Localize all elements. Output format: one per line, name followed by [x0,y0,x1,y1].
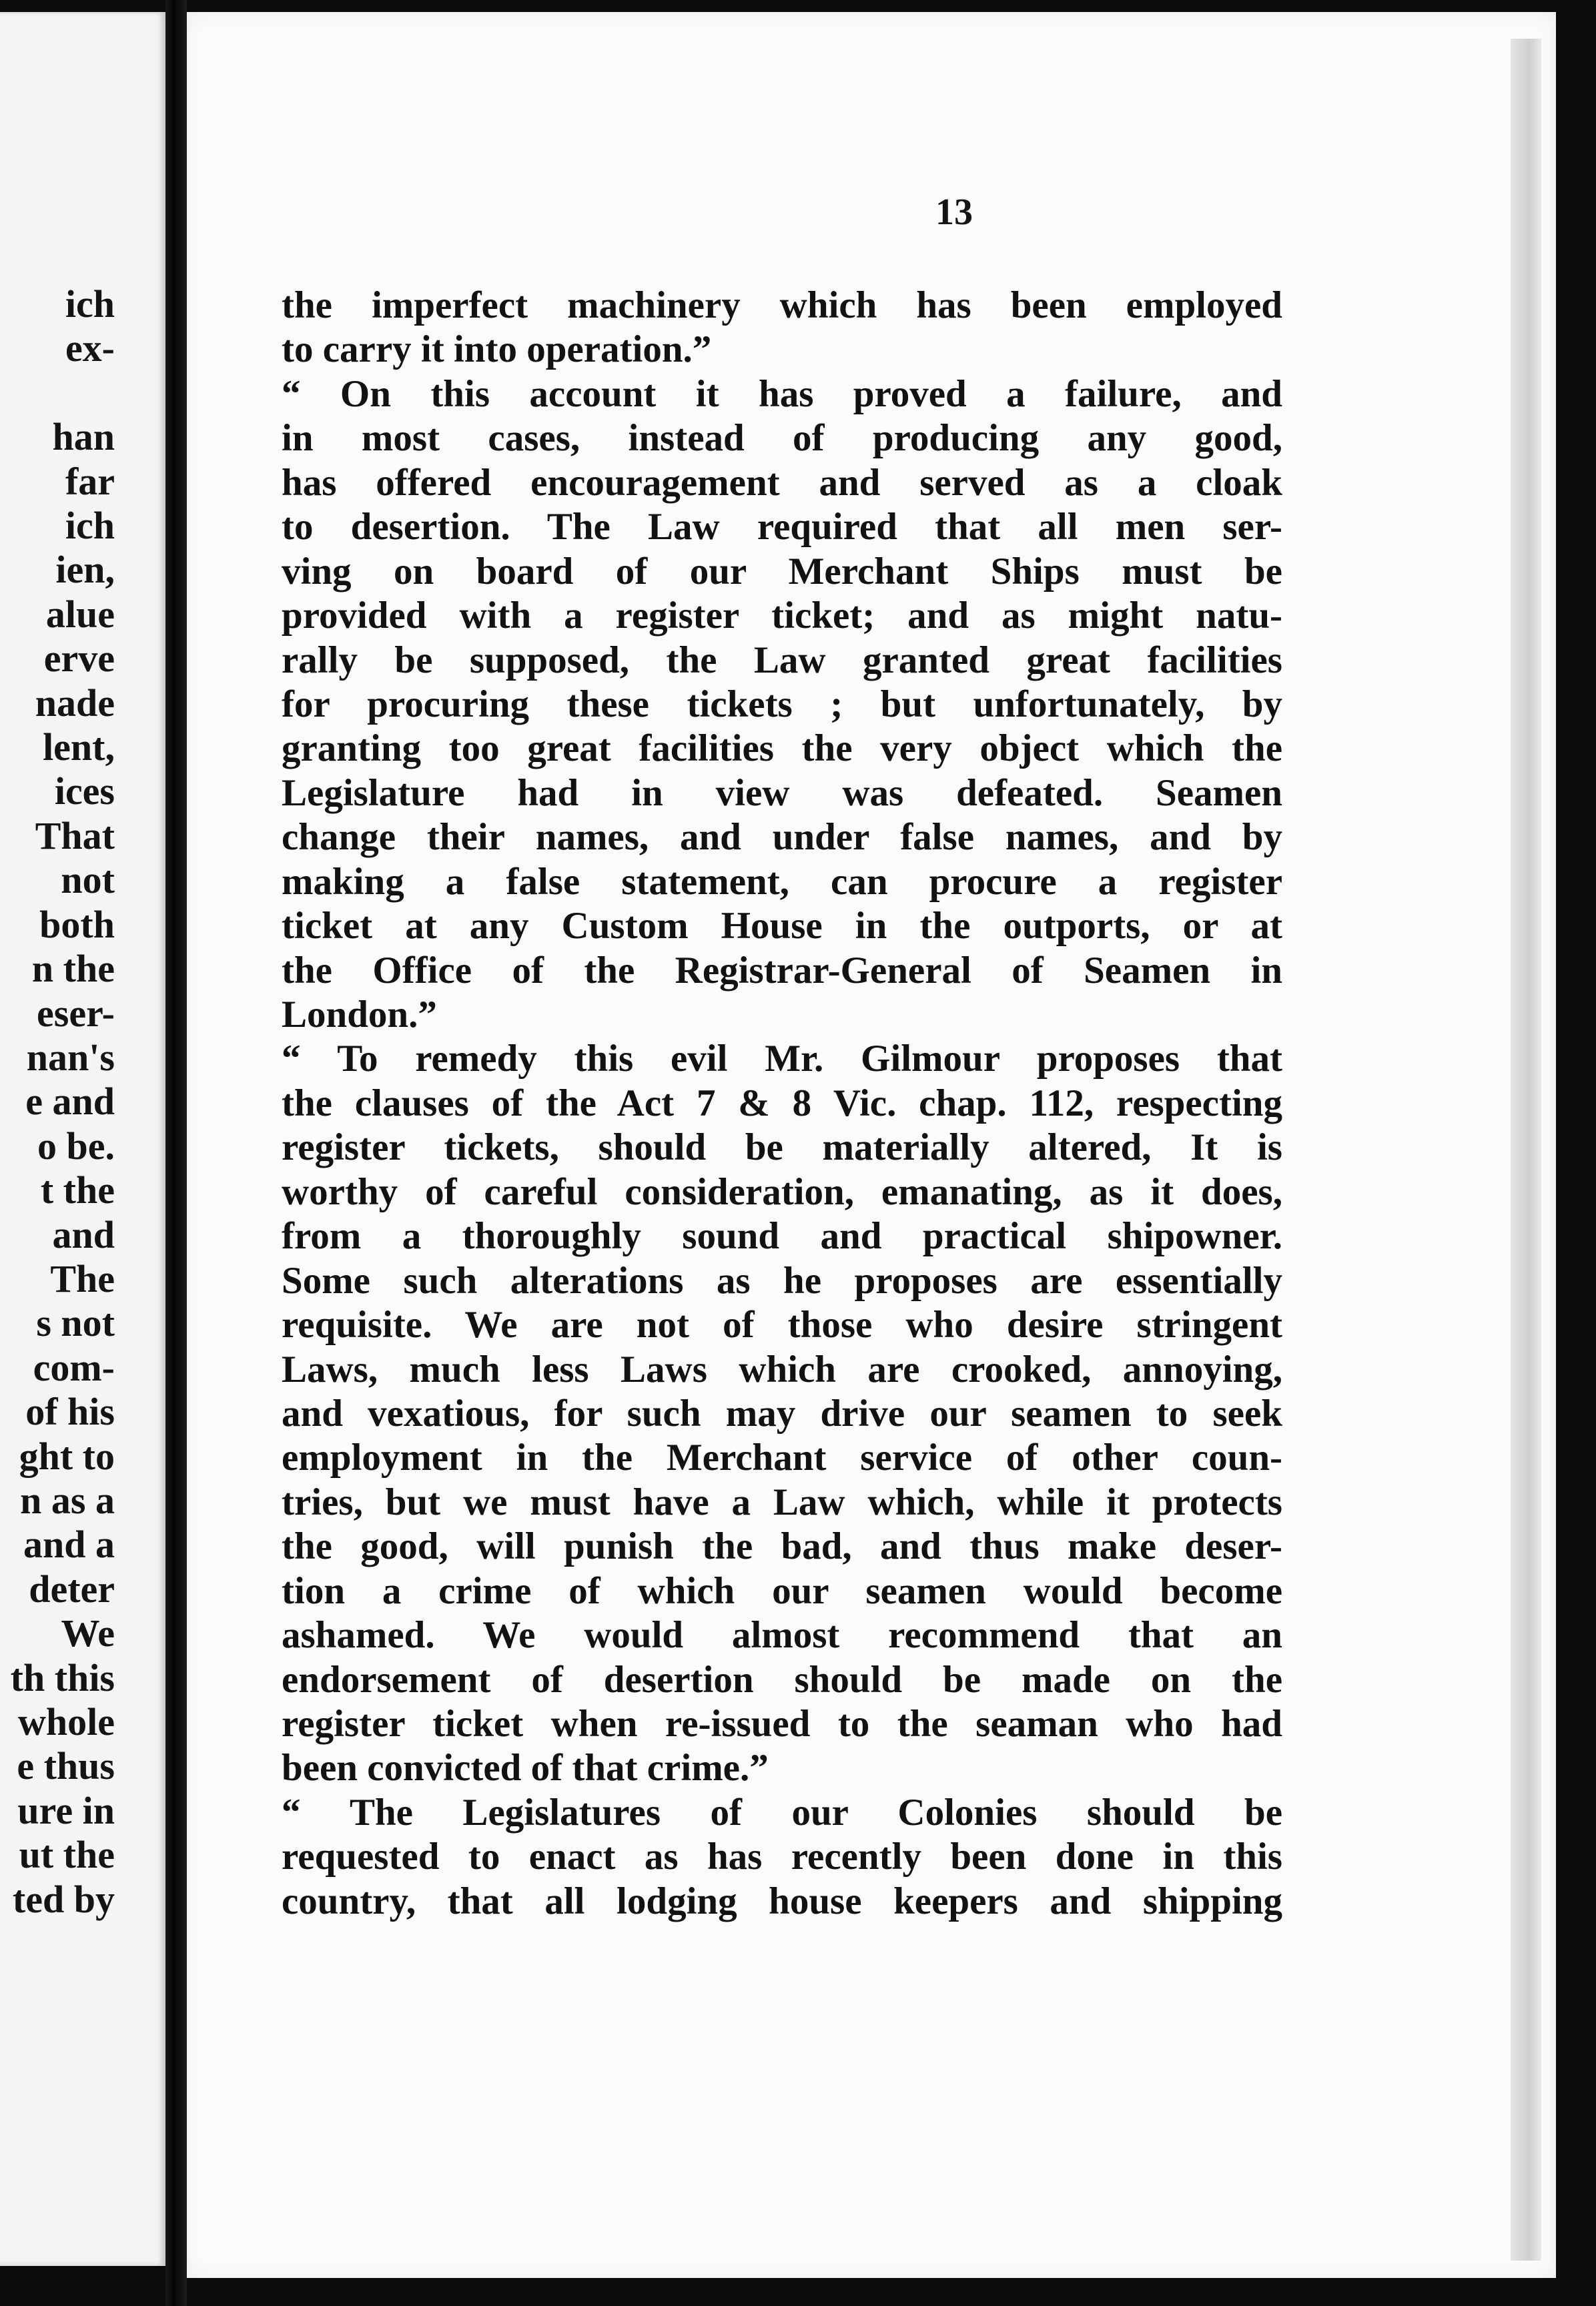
fragment-line: not [61,858,115,902]
fragment-line: e and [25,1080,115,1124]
fragment-line: e thus [17,1744,115,1788]
page-body-text [282,284,1282,1924]
page-number: 13 [935,191,973,233]
fragment-line: t the [40,1168,115,1212]
fragment-line: lent, [43,725,115,769]
text-line: has offered encouragement and served as a cloak [282,461,1282,504]
text-line: to desertion. The Law required that all men ser- [282,506,1282,548]
text-line: making a false statement, can procure a register [282,860,1282,903]
fragment-line: ices [54,769,115,813]
fragment-line: ted by [12,1877,115,1921]
text-line: register tickets, should be materially altered, It is [282,1126,1282,1169]
text-line: Laws, much less Laws which are crooked, annoying, [282,1348,1282,1391]
text-line: for procuring these tickets ; but unfortunately, by [282,683,1282,725]
fragment-line: and [52,1212,115,1256]
fragment-line: The [50,1256,115,1300]
text-line: Legislature had in view was defeated. Seamen [282,771,1282,814]
text-line: ashamed. We would almost recommend that an [282,1614,1282,1657]
fragment-line: erve [43,637,115,681]
text-line: “ To remedy this evil Mr. Gilmour proposes that [282,1038,1282,1080]
fragment-line: of his [25,1390,115,1434]
text-line: change their names, and under false names, and by [282,816,1282,859]
text-line: “ On this account it has proved a failure, and [282,372,1282,415]
fragment-line: ich [65,282,115,326]
fragment-line [0,371,115,415]
fragment-line: com- [33,1345,115,1389]
fragment-line: ex- [65,326,115,370]
book-page [187,12,1556,2278]
fragment-line: nan's [26,1035,115,1079]
text-line: London.” [282,994,437,1036]
text-line: been convicted of that crime.” [282,1747,769,1790]
fragment-line: s not [36,1301,115,1345]
fragment-line: whole [18,1700,115,1744]
previous-page-edge [0,12,165,2266]
fragment-line: We [61,1611,115,1655]
text-line: rally be supposed, the Law granted great facilities [282,639,1282,681]
text-line: “ The Legislatures of our Colonies should be [282,1791,1282,1834]
text-line: worthy of careful consideration, emanating, as it does, [282,1170,1282,1213]
text-line: granting too great facilities the very object which the [282,727,1282,770]
fragment-line: both [39,902,115,946]
fragment-line: and a [23,1523,115,1567]
fragment-line: n the [31,947,115,991]
fragment-line: nade [35,681,115,725]
text-line: the clauses of the Act 7 & 8 Vic. chap. 112, respecting [282,1082,1282,1124]
fragment-line: ich [65,504,115,548]
book-gutter [165,0,187,2306]
text-line: tries, but we must have a Law which, while it protects [282,1481,1282,1523]
text-line: employment in the Merchant service of other coun- [282,1437,1282,1479]
text-line: in most cases, instead of producing any good, [282,417,1282,460]
text-line: the good, will punish the bad, and thus make deser- [282,1525,1282,1568]
fragment-line: far [65,459,115,503]
fragment-line: ien, [55,548,115,592]
fragment-line: han [52,415,115,459]
text-line: tion a crime of which our seamen would become [282,1569,1282,1612]
text-line: ving on board of our Merchant Ships must be [282,550,1282,593]
fragment-line: deter [29,1567,115,1611]
page-fore-edge [1511,39,1541,2261]
text-line: requested to enact as has recently been done in this [282,1836,1282,1878]
fragment-line: alue [45,592,115,636]
fragment-line: That [35,813,115,857]
fragment-line: ure in [17,1788,115,1832]
text-line: Some such alterations as he proposes are essentially [282,1259,1282,1302]
text-line: the Office of the Registrar-General of Seamen in [282,949,1282,992]
fragment-line: th this [10,1655,115,1699]
fragment-line: ut the [19,1833,115,1877]
text-line: ticket at any Custom House in the outports, or at [282,905,1282,947]
fragment-line: ght to [19,1434,115,1478]
fragment-line: o be. [37,1124,115,1168]
text-line: to carry it into operation.” [282,328,712,371]
text-line: the imperfect machinery which has been employed [282,284,1282,326]
text-line: register ticket when re-issued to the seaman who had [282,1703,1282,1745]
text-line: endorsement of desertion should be made on the [282,1658,1282,1701]
text-line: provided with a register ticket; and as might natu- [282,595,1282,637]
text-line: from a thoroughly sound and practical shipowner. [282,1215,1282,1258]
text-line: and vexatious, for such may drive our seamen to seek [282,1392,1282,1435]
fragment-line: eser- [37,991,115,1035]
previous-page-text-fragments [0,282,115,1922]
text-line: country, that all lodging house keepers and shipping [282,1880,1282,1922]
fragment-line: n as a [20,1478,115,1522]
text-line: requisite. We are not of those who desire stringent [282,1304,1282,1347]
